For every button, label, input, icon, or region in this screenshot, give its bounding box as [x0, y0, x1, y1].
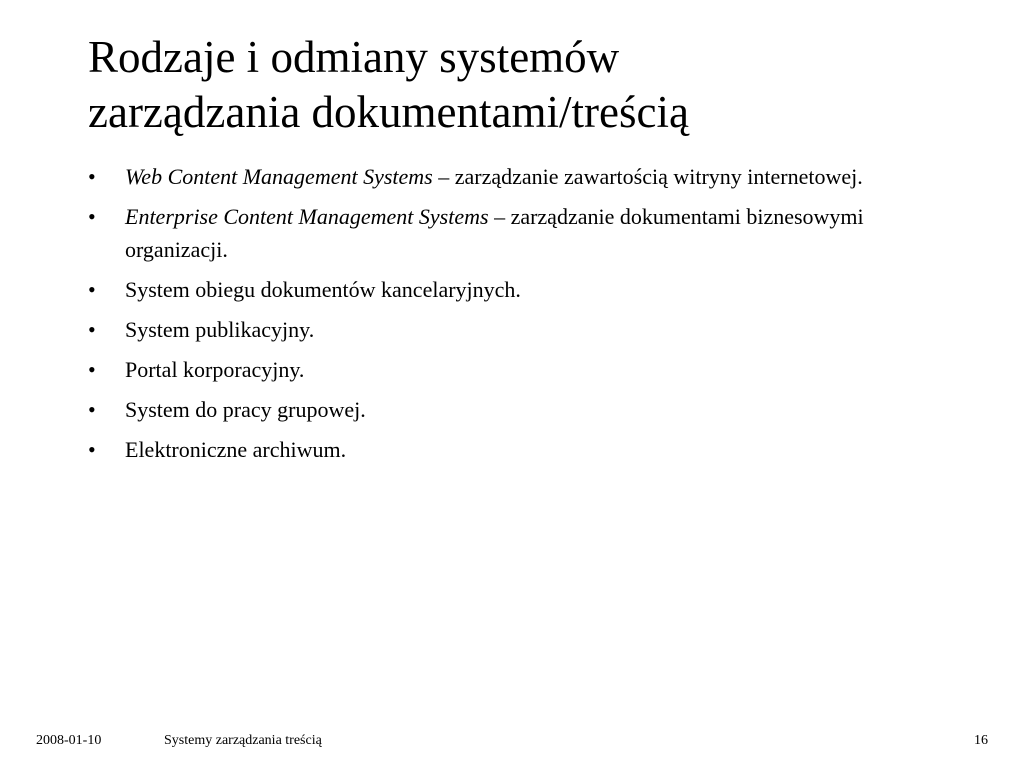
bullet-icon: •: [88, 317, 96, 342]
bullet-item-publishing: [88, 313, 948, 346]
bullet-text: System do pracy grupowej.: [125, 397, 366, 422]
bullet-icon: •: [88, 357, 96, 382]
bullet-icon: •: [88, 164, 96, 189]
slide-title-line-2: zarządzania dokumentami/treścią: [88, 87, 689, 137]
bullet-icon: •: [88, 277, 96, 302]
bullet-text: Portal korporacyjny.: [125, 357, 305, 382]
footer-title: Systemy zarządzania treścią: [164, 733, 322, 748]
bullet-item-portal: [88, 353, 948, 386]
bullet-term: Enterprise Content Management Systems: [125, 204, 489, 229]
bullet-text: – zarządzanie dokumentami biznesowymi organizacji.: [125, 204, 864, 262]
bullet-list: [88, 160, 948, 473]
footer-page-number: 16: [974, 733, 988, 748]
bullet-item-archive: [88, 433, 948, 466]
bullet-icon: •: [88, 397, 96, 422]
bullet-text: System publikacyjny.: [125, 317, 315, 342]
bullet-item-office-workflow: [88, 273, 948, 306]
bullet-item-groupware: [88, 393, 948, 426]
bullet-text: – zarządzanie zawartością witryny internetowej.: [432, 164, 863, 189]
footer-date: 2008-01-10: [36, 733, 102, 748]
bullet-text: System obiegu dokumentów kancelaryjnych.: [125, 277, 521, 302]
bullet-item-ecms: [88, 200, 948, 266]
bullet-icon: •: [88, 437, 96, 462]
bullet-item-wcms: [88, 160, 948, 193]
bullet-text: Elektroniczne archiwum.: [125, 437, 347, 462]
bullet-icon: •: [88, 204, 96, 229]
slide-title-line-1: Rodzaje i odmiany systemów: [88, 32, 620, 82]
slide-title: [88, 30, 968, 140]
bullet-term: Web Content Management Systems: [125, 164, 433, 189]
